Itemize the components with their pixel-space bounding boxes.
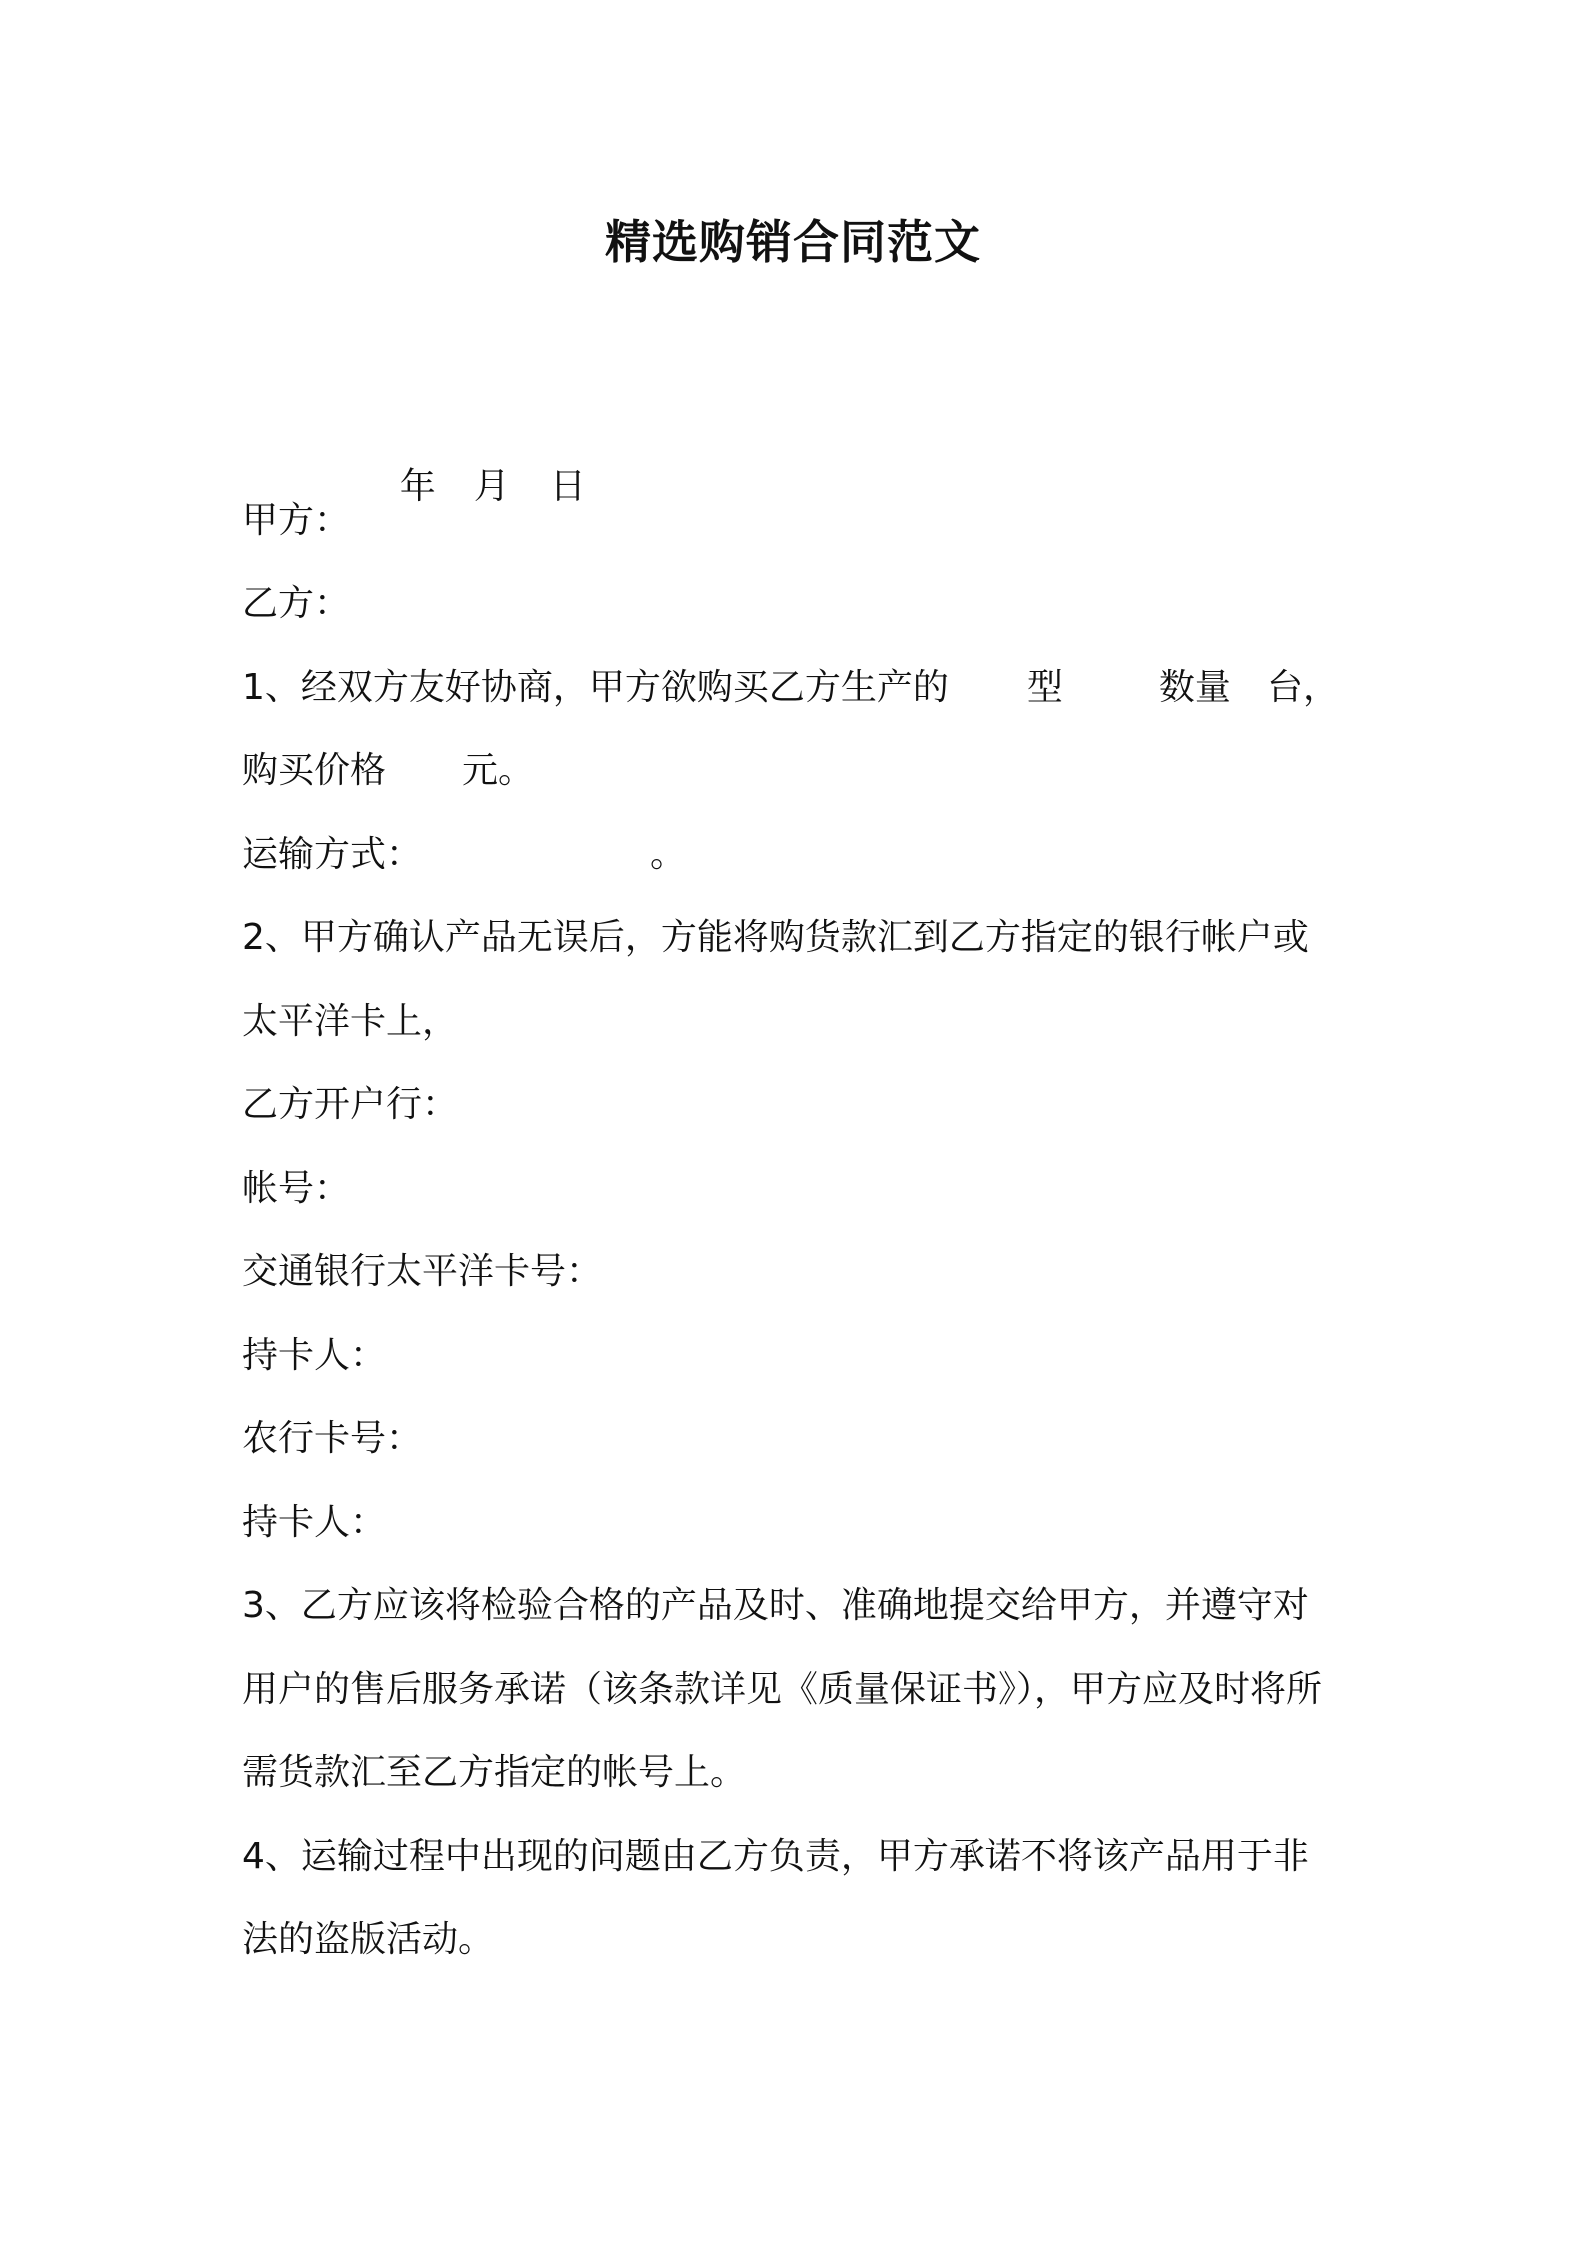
bank-open-label: 乙方开户行： <box>242 1084 459 1125</box>
date-year-label: 年 <box>399 466 436 507</box>
clause-4-line-1: 4、运输过程中出现的问题由乙方负责，甲方承诺不将该产品用于非 <box>242 1836 1309 1877</box>
clause-3-line-3: 需货款汇至乙方指定的帐号上。 <box>242 1752 747 1793</box>
card-holder-label-1: 持卡人： <box>242 1335 387 1376</box>
transport-label: 运输方式： <box>242 834 423 875</box>
date-month-label: 月 <box>473 466 510 507</box>
party-a-label: 甲方： <box>242 500 351 541</box>
clause-3-line-2: 用户的售后服务承诺（该条款详见《质量保证书》），甲方应及时将所 <box>242 1669 1323 1710</box>
transport-end: 。 <box>650 834 687 875</box>
clause-1-line-1 <box>242 663 1354 713</box>
clause-1-model-label: 型 <box>1026 667 1063 708</box>
document-title: 精选购销合同范文 <box>605 215 981 269</box>
clause-4-line-2: 法的盗版活动。 <box>242 1919 495 1960</box>
transport-line <box>242 830 1354 880</box>
clause-2-line-2: 太平洋卡上， <box>242 1001 459 1042</box>
clause-1-currency-label: 元。 <box>462 750 535 791</box>
clause-2-line-1: 2、甲方确认产品无误后，方能将购货款汇到乙方指定的银行帐户或 <box>242 917 1309 958</box>
pacific-card-label: 交通银行太平洋卡号： <box>242 1251 603 1292</box>
clause-1-line-2 <box>242 746 1354 796</box>
clause-1-quantity-label: 数量 <box>1158 667 1231 708</box>
clause-3-line-1: 3、乙方应该将检验合格的产品及时、准确地提交给甲方，并遵守对 <box>242 1585 1309 1626</box>
date-day-label: 日 <box>549 466 586 507</box>
party-b-label: 乙方： <box>242 583 351 624</box>
clause-1-unit-label: 台， <box>1266 667 1339 708</box>
bank-account-label: 帐号： <box>242 1168 351 1209</box>
clause-1-intro: 1、经双方友好协商，甲方欲购买乙方生产的 <box>242 667 949 708</box>
abc-card-label: 农行卡号： <box>242 1418 423 1459</box>
card-holder-label-2: 持卡人： <box>242 1502 387 1543</box>
clause-1-price-label: 购买价格 <box>242 750 387 791</box>
